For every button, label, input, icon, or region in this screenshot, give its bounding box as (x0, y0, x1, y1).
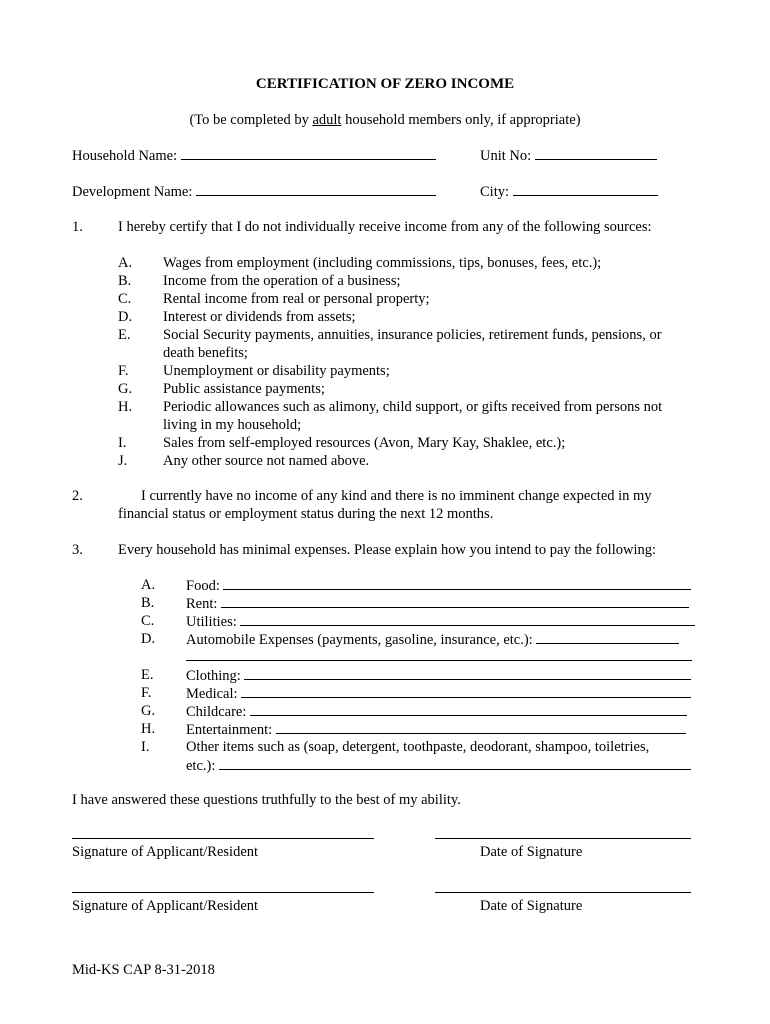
expense-automobile-field[interactable] (186, 630, 679, 649)
household-name-label: Household Name: (72, 148, 178, 164)
expense-label: Automobile Expenses (payments, gasoline, insurance, etc.): (186, 632, 533, 648)
section1-item-text: Wages from employment (including commissions, tips, bonuses, fees, etc.); (163, 255, 602, 271)
household-name-field[interactable] (72, 146, 436, 165)
expense-letter: A. (141, 577, 156, 593)
expense-other-label: Other items such as (soap, detergent, toothpaste, deodorant, shampoo, toiletries, (186, 739, 650, 755)
date-label: Date of Signature (480, 898, 583, 914)
expense-blank[interactable] (223, 576, 691, 590)
expense-other-field[interactable] (186, 756, 691, 775)
signature-line[interactable] (72, 892, 374, 893)
expense-label: Childcare: (186, 704, 247, 720)
expense-blank[interactable] (276, 720, 686, 734)
expense-medical-field[interactable] (186, 684, 691, 703)
attestation-text: I have answered these questions truthfully to the best of my ability. (72, 792, 461, 808)
section1-item-text: Income from the operation of a business; (163, 273, 401, 289)
expense-blank[interactable] (240, 612, 695, 626)
expense-label: Entertainment: (186, 722, 273, 738)
expense-letter: E. (141, 667, 154, 683)
section1-item-text: Sales from self-employed resources (Avon, Mary Kay, Shaklee, etc.); (163, 435, 566, 451)
section1-item-letter: A. (118, 255, 133, 271)
subtitle (0, 111, 770, 129)
section1-item-letter: I. (118, 435, 127, 451)
signature-line[interactable] (72, 838, 374, 839)
development-name-label: Development Name: (72, 184, 193, 200)
unit-no-label: Unit No: (480, 148, 532, 164)
section1-item-letter: D. (118, 309, 133, 325)
subtitle-after: household members only, if appropriate) (341, 112, 581, 128)
section1-item-letter: G. (118, 381, 133, 397)
development-name-blank[interactable] (196, 182, 436, 196)
expense-label: Rent: (186, 596, 218, 612)
unit-no-blank[interactable] (535, 146, 657, 160)
subtitle-underlined: adult (312, 112, 342, 128)
section1-item-text: Rental income from real or personal property; (163, 291, 430, 307)
expense-label: etc.): (186, 758, 216, 774)
expense-utilities-field[interactable] (186, 612, 695, 631)
section1-item-text: Public assistance payments; (163, 381, 325, 397)
section3-text: Every household has minimal expenses. Please explain how you intend to pay the following: (118, 542, 657, 558)
section3-number: 3. (72, 542, 83, 558)
section1-item-letter: F. (118, 363, 129, 379)
city-blank[interactable] (513, 182, 658, 196)
section1-item-letter: B. (118, 273, 132, 289)
section2-number: 2. (72, 488, 83, 504)
city-field[interactable] (480, 182, 658, 201)
unit-no-field[interactable] (480, 146, 657, 165)
signature-label: Signature of Applicant/Resident (72, 844, 259, 860)
section1-item-text: Interest or dividends from assets; (163, 309, 356, 325)
expense-clothing-field[interactable] (186, 666, 691, 685)
expense-blank[interactable] (250, 702, 687, 716)
expense-label: Food: (186, 578, 220, 594)
section1-item-letter: J. (118, 453, 128, 469)
signature-label: Signature of Applicant/Resident (72, 898, 259, 914)
expense-entertainment-field[interactable] (186, 720, 686, 739)
expense-blank[interactable] (244, 666, 691, 680)
expense-label: Clothing: (186, 668, 241, 684)
section1-item-text: Any other source not named above. (163, 453, 370, 469)
expense-food-field[interactable] (186, 576, 691, 595)
section1-item-text: Social Security payments, annuities, insurance policies, retirement funds, pensions, or (163, 327, 662, 343)
date-line[interactable] (435, 838, 691, 839)
page-title: CERTIFICATION OF ZERO INCOME (255, 76, 515, 92)
section1-item-text: Unemployment or disability payments; (163, 363, 390, 379)
household-name-blank[interactable] (181, 146, 436, 160)
footer-text: Mid-KS CAP 8-31-2018 (72, 962, 215, 978)
city-label: City: (480, 184, 510, 200)
expense-blank[interactable] (221, 594, 689, 608)
expense-rent-field[interactable] (186, 594, 689, 613)
expense-childcare-field[interactable] (186, 702, 687, 721)
expense-letter: C. (141, 613, 155, 629)
section1-item-text: Periodic allowances such as alimony, child support, or gifts received from persons not (163, 399, 663, 415)
section1-item-letter: H. (118, 399, 133, 415)
section2-text-line1: I currently have no income of any kind and there is no imminent change expected in my (141, 488, 652, 504)
development-name-field[interactable] (72, 182, 436, 201)
section1-item-letter: E. (118, 327, 131, 343)
expense-blank[interactable] (536, 630, 679, 644)
section1-text: I hereby certify that I do not individually receive income from any of the following sources: (118, 219, 652, 235)
expense-label: Medical: (186, 686, 238, 702)
section1-item-text-continued: living in my household; (163, 417, 302, 433)
section1-item-text-continued: death benefits; (163, 345, 248, 361)
section1-item-letter: C. (118, 291, 132, 307)
expense-letter: B. (141, 595, 155, 611)
expense-letter: D. (141, 631, 156, 647)
expense-automobile-continuation-line[interactable] (186, 660, 692, 661)
date-label: Date of Signature (480, 844, 583, 860)
expense-letter: F. (141, 685, 152, 701)
expense-label: Utilities: (186, 614, 237, 630)
section1-number: 1. (72, 219, 83, 235)
date-line[interactable] (435, 892, 691, 893)
expense-letter: I. (141, 739, 150, 755)
expense-letter: G. (141, 703, 156, 719)
expense-blank[interactable] (219, 756, 691, 770)
section2-text-line2: financial status or employment status during the next 12 months. (118, 506, 494, 522)
expense-letter: H. (141, 721, 156, 737)
subtitle-before: (To be completed by (189, 112, 313, 128)
expense-blank[interactable] (241, 684, 691, 698)
